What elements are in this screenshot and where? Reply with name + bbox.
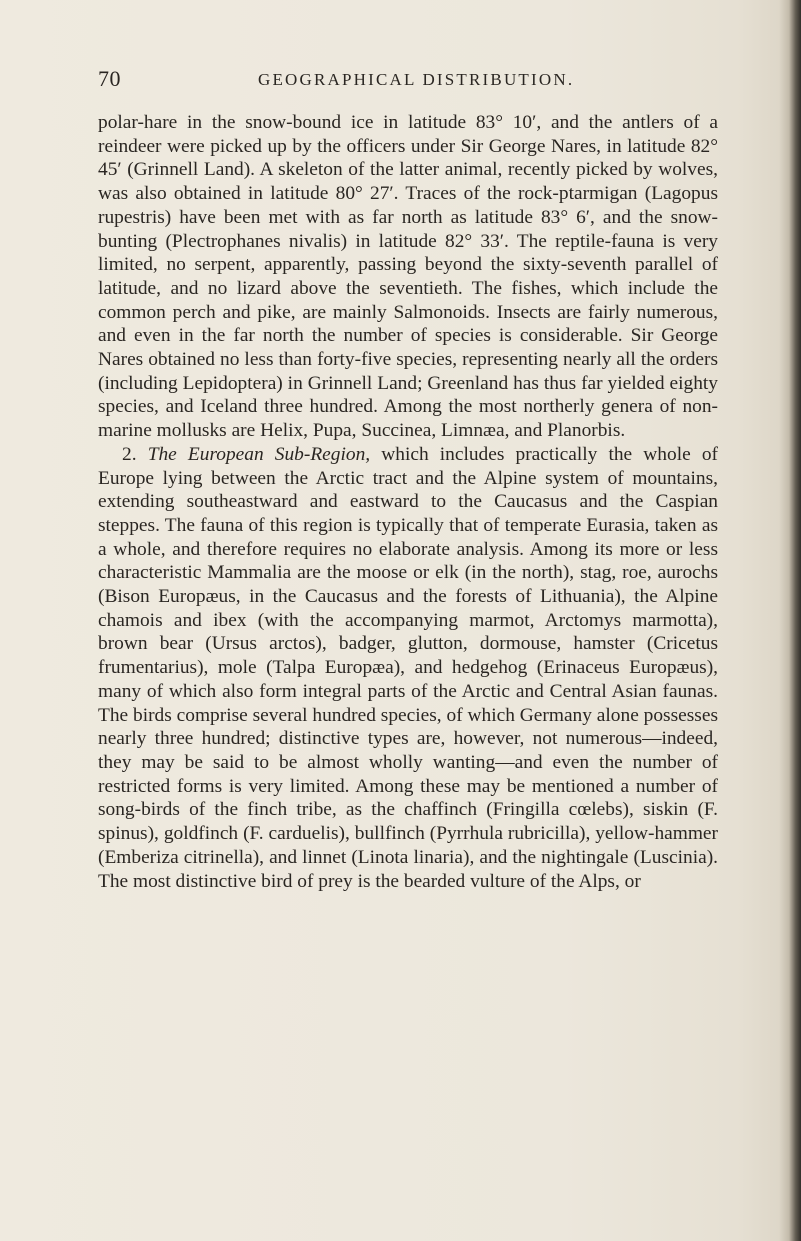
paragraph-european-sub-region	[98, 443, 718, 893]
section-number: 2.	[122, 443, 137, 465]
page-header	[98, 66, 718, 94]
body-text	[98, 111, 718, 893]
section-heading: The European Sub-Region,	[147, 443, 371, 465]
section-text: which includes practically the whole of Europe lying between the Arctic tract and the Alpine system of mountains, extending southeastward and eastward to the Caucasus and the Caspian steppes. The fauna of this region is typically that of temperate Eurasia, taken as a whole, and therefore requires no elaborate analysis. Among its more or less characteristic Mammalia are the moose or elk (in the north), stag, roe, aurochs (Bison Europæus, in the Caucasus and the forests of Lithuania), the Alpine chamois and ibex (with the accompanying marmot, Arctomys marmotta), brown bear (Ursus arctos), badger, glutton, dormouse, hamster (Cricetus frumentarius), mole (Talpa Europæa), and hedgehog (Erinaceus Europæus), many of which also form integral parts of the Arctic and Central Asian faunas. The birds comprise several hundred species, of which Germany alone possesses nearly three hundred; distinctive types are, however, not numerous—indeed, they may be said to be almost wholly wanting—and even the number of restricted forms is very limited. Among these may be mentioned a number of song-birds of the finch tribe, as the chaffinch (Fringilla cœlebs), siskin (F. spinus), goldfinch (F. carduelis), bullfinch (Pyrrhula rubricilla), yellow-hammer (Emberiza citrinella), and linnet (Linota linaria), and the nightingale (Luscinia). The most distinctive bird of prey is the bearded vulture of the Alps, or	[98, 443, 718, 892]
paragraph-polar-fauna: polar-hare in the snow-bound ice in latitude 83° 10′, and the antlers of a reindeer were picked up by the officers under Sir George Nares, in latitude 82° 45′ (Grinnell Land). A skeleton of the latter animal, recently picked by wolves, was also obtained in latitude 80° 27′. Traces of the rock-ptarmigan (Lagopus rupestris) have been met with as far north as latitude 83° 6′, and the snow-bunting (Plectrophanes nivalis) in latitude 82° 33′. The reptile-fauna is very limited, no serpent, apparently, passing beyond the sixty-seventh parallel of latitude, and no lizard above the seventieth. The fishes, which include the common perch and pike, are mainly Salmonoids. Insects are fairly numerous, and even in the far north the number of species is considerable. Sir George Nares obtained no less than forty-five species, representing nearly all the orders (including Lepidoptera) in Grinnell Land; Greenland has thus far yielded eighty species, and Iceland three hundred. Among the most northerly genera of non-marine mollusks are Helix, Pupa, Succinea, Limnæa, and Planorbis.	[98, 112, 718, 442]
page-number: 70	[98, 66, 121, 91]
running-head: GEOGRAPHICAL DISTRIBUTION.	[258, 70, 575, 89]
binding-edge	[779, 0, 801, 1241]
